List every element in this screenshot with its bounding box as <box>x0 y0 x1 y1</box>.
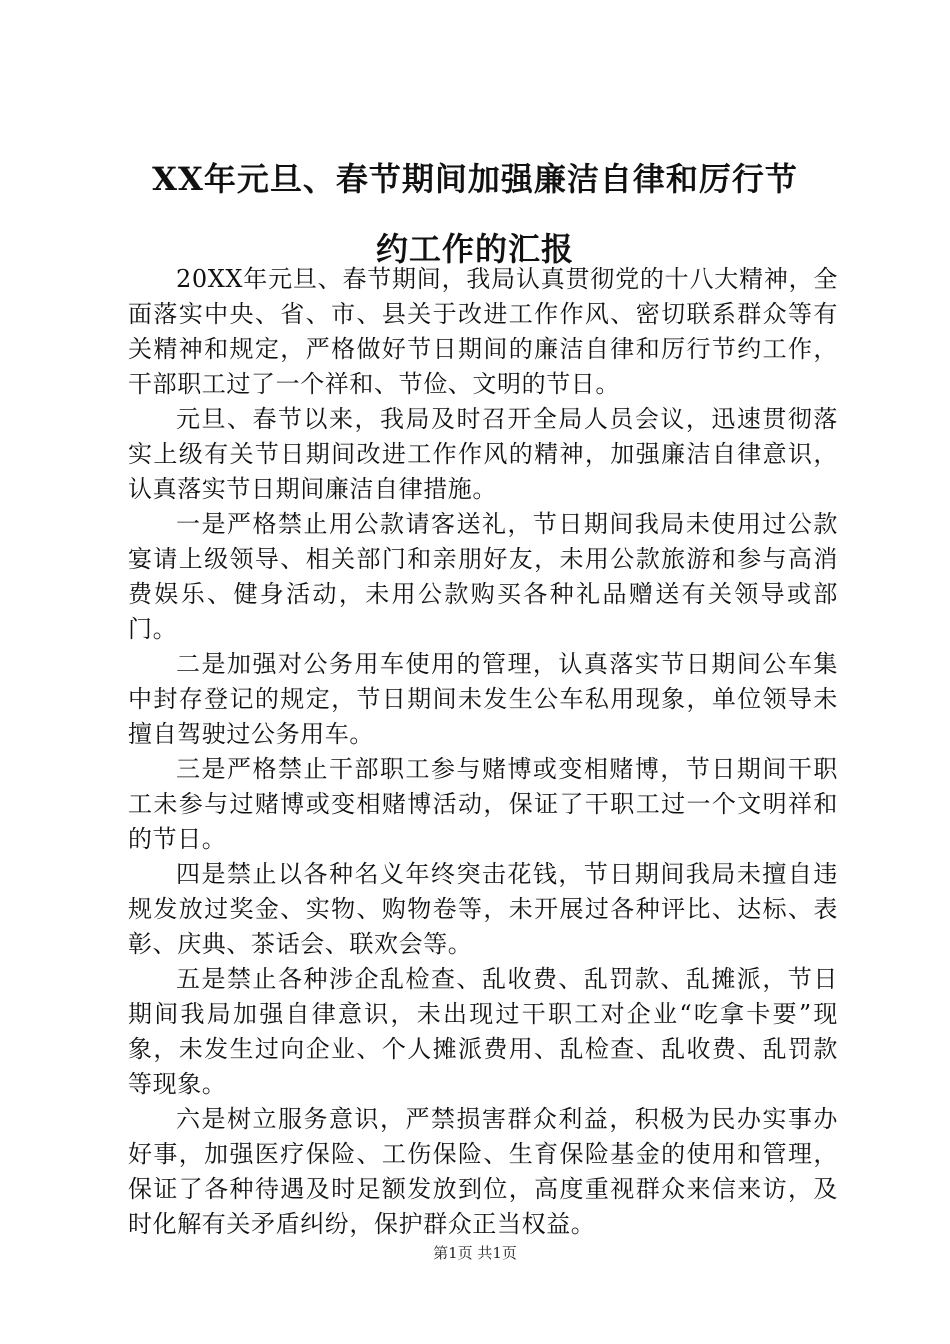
document-body <box>128 262 838 1242</box>
paragraph-item-4: 四是禁止以各种名义年终突击花钱，节日期间我局未擅自违规发放过奖金、实物、购物卷等，未开展过各种评比、达标、表彰、庆典、茶话会、联欢会等。 <box>128 860 838 958</box>
paragraph-item-2: 二是加强对公务用车使用的管理，认真落实节日期间公车集中封存登记的规定，节日期间未发生公车私用现象，单位领导未擅自驾驶过公务用车。 <box>128 650 838 748</box>
page-number-footer: 第1页 共1页 <box>433 1244 517 1262</box>
paragraph-item-3: 三是严格禁止干部职工参与赌博或变相赌博，节日期间干职工未参与过赌博或变相赌博活动，保证了干职工过一个文明祥和的节日。 <box>128 755 838 853</box>
paragraph-item-5: 五是禁止各种涉企乱检查、乱收费、乱罚款、乱摊派，节日期间我局加强自律意识，未出现过干职工对企业“吃拿卡要”现象，未发生过向企业、个人摊派费用、乱检查、乱收费、乱罚款等现象。 <box>128 965 838 1098</box>
paragraph-overview: 元旦、春节以来，我局及时召开全局人员会议，迅速贯彻落实上级有关节日期间改进工作作风的精神，加强廉洁自律意识，认真落实节日期间廉洁自律措施。 <box>128 405 838 503</box>
document-title <box>80 158 870 270</box>
paragraph-item-6: 六是树立服务意识，严禁损害群众利益，积极为民办实事办好事，加强医疗保险、工伤保险、生育保险基金的使用和管理，保证了各种待遇及时足额发放到位，高度重视群众来信来访，及时化解有关矛盾纠纷，保护群众正当权益。 <box>128 1105 838 1238</box>
paragraph-intro: 20XX年元旦、春节期间，我局认真贯彻党的十八大精神，全面落实中央、省、市、县关于改进工作作风、密切联系群众等有关精神和规定，严格做好节日期间的廉洁自律和厉行节约工作，干部职工过了一个祥和、节俭、文明的节日。 <box>128 265 838 398</box>
title-line-1: XX年元旦、春节期间加强廉洁自律和厉行节 <box>152 160 798 198</box>
paragraph-item-1: 一是严格禁止用公款请客送礼，节日期间我局未使用过公款宴请上级领导、相关部门和亲朋好友，未用公款旅游和参与高消费娱乐、健身活动，未用公款购买各种礼品赠送有关领导或部门。 <box>128 510 838 643</box>
title-line-2: 约工作的汇报 <box>375 230 574 268</box>
